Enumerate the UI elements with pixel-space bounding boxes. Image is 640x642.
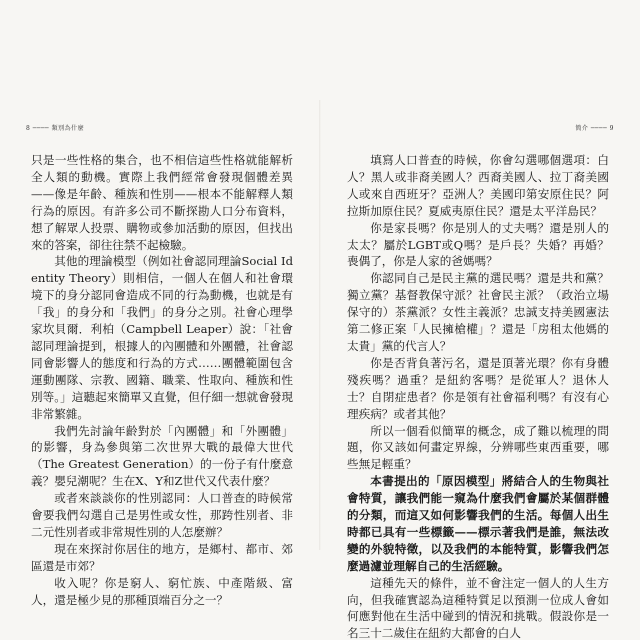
left-paragraph-2: 其他的理論模型（例如社會認同理論Social Identity Theory）則相信，一個人在個人和社會環境下的身分認同會造成不同的行為動機，也就是有「我」的身分和「我們」的身分之別。社會心理學家坎貝爾．利柏（Campbell Leaper）說：「社會認同理論提到，根據人的內團體和外團體，社會認同會影響人的態度和行為的方式……團體範圍包含運動團隊、宗教、國籍、職業、性取向、種族和性別等。」這聽起來簡單又直覺，但仔細一想就會發現非常繁雜。 xyxy=(31,254,293,421)
left-page-body xyxy=(31,152,293,608)
left-paragraph-1: 只是一些性格的集合，也不相信這些性格就能解析全人類的動機。實際上我們經常會發現個體差異——像是年齡、種族和性別——根本不能解釋人類行為的原因。有許多公司不斷探勘人口分布資料，想了解眾人投票、購物或參加活動的原因，但找出來的答案，卻往往禁不起檢驗。 xyxy=(31,153,293,252)
right-paragraph-5: 所以一個看似簡單的概念，成了難以梳理的問題，你又該如何畫定界線，分辨哪些東西重要，哪些無足輕重？ xyxy=(347,423,609,472)
left-paragraph-5: 現在來探討你居住的地方，是鄉村、都市、郊區還是市郊？ xyxy=(31,541,293,573)
right-paragraph-1: 填寫人口普查的時候，你會勾選哪個選項：白人？黑人或非裔美國人？西裔美國人、拉丁裔美國人或來自西班牙？亞洲人？美國印第安原住民？阿拉斯加原住民？夏威夷原住民？還是太平洋島民？ xyxy=(347,153,609,218)
left-running-head: 8 ──── 類別為什麼 xyxy=(26,125,85,132)
right-paragraph-7: 這種先天的條件，並不會注定一個人的人生方向，但我確實認為這種特質足以預測一位成人會如何應對他在生活中碰到的情況和挑戰。假設你是一名三十二歲住在紐約大都會的白人 xyxy=(347,575,609,641)
right-page-body xyxy=(347,152,609,642)
left-paragraph-3: 我們先討論年齡對於「內團體」和「外團體」的影響，身為參與第二次世界大戰的最偉大世代（The Greatest Generation）的一份子有什麼意義？嬰兒潮呢？生在X、Y和Z世代又代表什麼？ xyxy=(31,423,293,489)
right-running-head: 簡介 ──── 9 xyxy=(575,125,614,132)
left-paragraph-6: 收入呢？你是窮人、窮忙族、中產階級、富人，還是極少見的那種頂端百分之一？ xyxy=(31,575,293,607)
right-paragraph-4: 你是否背負著污名，還是頂著光環？你有身體殘疾嗎？過重？是紐約客嗎？是從軍人？退休人士？自閉症患者？你是領有社會福利嗎？有沒有心理疾病？或者其他？ xyxy=(347,355,609,421)
left-paragraph-4: 或者來談談你的性別認同：人口普查的時候常會要我們勾選自己是男性或女性，那跨性別者、非二元性別者或非常規性別的人怎麼辦？ xyxy=(31,491,293,539)
right-paragraph-3: 你認同自己是民主黨的選民嗎？還是共和黨？獨立黨？基督教保守派？社會民主派？（政治立場保守的）茶黨派？女性主義派？忠誠支持美國憲法第二修正案「人民擁槍權」？還是「房租太他媽的太貴」黨的代言人？ xyxy=(347,271,609,353)
book-gutter xyxy=(319,100,321,550)
right-paragraph-2: 你是家長嗎？你是別人的丈夫嗎？還是別人的太太？屬於LGBT或Q嗎？是戶長？失婚？再婚？喪偶了，你是人家的爸媽嗎？ xyxy=(347,220,609,269)
right-paragraph-6: 本書提出的「原因模型」將結合人的生物與社會特質，讓我們能一窺為什麼我們會屬於某個群體的分類，而這又如何影響我們的生活。每個人出生時都已具有一些標籤——標示著我們是誰，無法改變的外貌特徵，以及我們的本能特質，影響我們怎麼過濾並理解自己的生活經驗。 xyxy=(347,474,609,573)
